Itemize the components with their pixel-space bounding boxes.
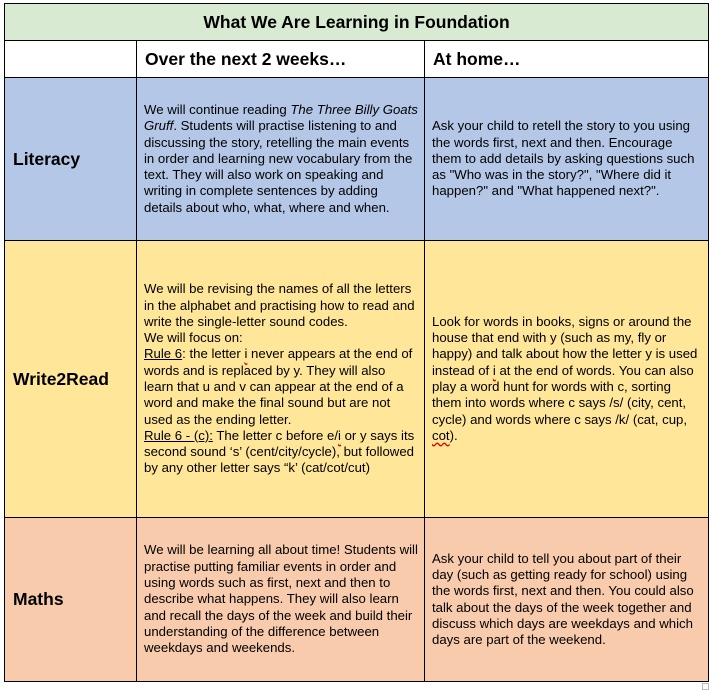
rule6-letter-i: i bbox=[244, 346, 248, 362]
table-row-maths bbox=[5, 518, 709, 682]
rule6c-text-2: or y says its second sound ‘s’ (cent/city/cycle), but followed by any other letter says “k’ (cat/cot/cut) bbox=[144, 427, 415, 476]
learning-table bbox=[4, 3, 709, 682]
literacy-school-cell[interactable] bbox=[137, 78, 425, 241]
write2read-home-text-2: at the end of words. You can also play a word hunt for words with c, sorting them into words where c says /s/ (city, cent, cycle) and words where c says /k/ (cat, cup, bbox=[432, 362, 694, 427]
subject-write2read[interactable]: Write2Read bbox=[5, 241, 137, 518]
write2read-home-text-3: ). bbox=[449, 427, 458, 443]
write2read-school-cell[interactable] bbox=[137, 241, 425, 518]
maths-school-cell[interactable] bbox=[137, 518, 425, 682]
header-next-2-weeks[interactable]: Over the next 2 weeks… bbox=[137, 41, 425, 78]
maths-home-text: Ask your child to tell you about part of their day (such as getting ready for school) using the words first, next and then. You could also talk about the days of the week together and discuss which days are weekdays and which days are part of the weekend. bbox=[432, 550, 694, 648]
rule6c-letter-i: i bbox=[338, 427, 341, 443]
book-title: The Three Billy Goats Gruff bbox=[144, 101, 418, 134]
write2read-home-cell[interactable] bbox=[425, 241, 709, 518]
header-at-home[interactable]: At home… bbox=[425, 41, 709, 78]
write2read-focus-label: We will focus on: bbox=[144, 330, 243, 346]
table-row-literacy bbox=[5, 78, 709, 241]
rule6c-text-1: The letter c before e/ bbox=[212, 427, 338, 443]
rule6c-label: Rule 6 - (c): bbox=[144, 427, 213, 443]
table-resize-handle[interactable] bbox=[702, 683, 709, 690]
table-row-write2read bbox=[5, 241, 709, 518]
literacy-school-text-1: We will continue reading bbox=[144, 101, 291, 117]
subject-literacy[interactable]: Literacy bbox=[5, 78, 137, 241]
rule6-text-1: : the letter bbox=[182, 346, 245, 362]
maths-school-text: We will be learning all about time! Students will practise putting familiar events in order and using words such as first, next and then to describe what happens. They will also learn and recall the days of the week and build their understanding of the difference between weekdays and weekends. bbox=[144, 542, 418, 656]
literacy-school-text-2: . Students will practise listening to and discussing the story, retelling the main events in order and learning new vocabulary from the text. They will also work on speaking and writing in complete sentences by adding details about who, what, where and when. bbox=[144, 118, 413, 215]
literacy-home-cell[interactable] bbox=[425, 78, 709, 241]
literacy-home-text: Ask your child to retell the story to you using the words first, next and then. Encourage them to add details by asking questions such as "Who was in the story?", "Where did it happen?" and "What happened next?". bbox=[432, 118, 695, 199]
home-word-cot: cot bbox=[432, 427, 450, 443]
write2read-home-text-1: Look for words in books, signs or around the house that end with y (such as my, fly or happy) and talk about how the letter y is used instead of bbox=[432, 313, 698, 378]
rule6-text-2: never appears at the end of words and is replaced by y. They will also learn that u and v can appear at the end of a word and make the final sound but are not used as the ending letter. bbox=[144, 346, 413, 427]
table-title[interactable]: What We Are Learning in Foundation bbox=[5, 4, 709, 41]
rule6-label: Rule 6 bbox=[144, 346, 183, 362]
home-letter-i: i bbox=[492, 362, 496, 378]
subject-maths[interactable]: Maths bbox=[5, 518, 137, 682]
maths-home-cell[interactable] bbox=[425, 518, 709, 682]
header-blank-cell[interactable] bbox=[5, 41, 137, 78]
write2read-intro: We will be revising the names of all the letters in the alphabet and practising how to read and write the single-letter sound codes. bbox=[144, 281, 415, 329]
